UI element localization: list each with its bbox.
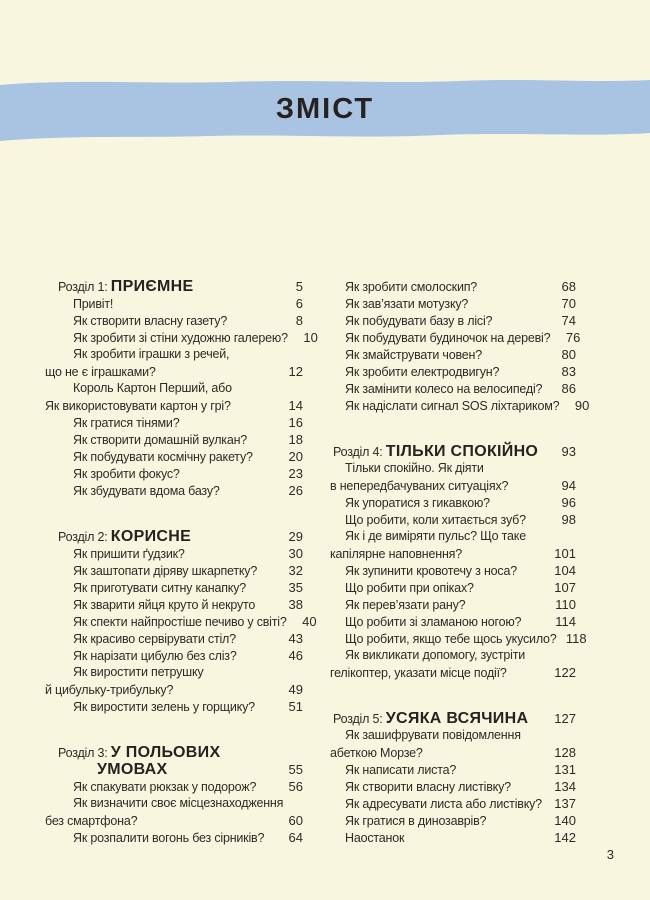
toc-entry-text: Як пришити ґудзик? — [73, 547, 185, 561]
toc-entry-page-number: 8 — [295, 313, 303, 328]
toc-entry-text: Як і де виміряти пульс? Що таке — [345, 529, 526, 543]
toc-entry-page-number: 23 — [288, 466, 303, 481]
toc-entry-row — [45, 295, 303, 312]
toc-entry-row — [45, 579, 303, 596]
toc-entry-text: й цибульку-трибульку? — [45, 683, 174, 697]
toc-entry-row — [45, 363, 303, 380]
toc-entry-text: Як зробити фокус? — [73, 467, 180, 481]
section-page-number: 127 — [554, 711, 576, 726]
section-header-text — [45, 744, 303, 762]
toc-entry-page-number: 137 — [554, 796, 576, 811]
toc-entry-page-number: 80 — [561, 347, 576, 362]
section-title: КОРИСНЕ — [110, 528, 192, 545]
toc-entry-row — [330, 664, 576, 681]
toc-entry-page-number: 20 — [288, 449, 303, 464]
toc-entry-text: Як заштопати діряву шкарпетку? — [73, 564, 258, 578]
section-number-label: Розділ 5: — [333, 712, 386, 726]
toc-entry-text: Як зварити яйця круто й некруто — [73, 598, 256, 612]
toc-entry-page-number: 64 — [288, 830, 303, 845]
toc-entry-page-number: 122 — [554, 665, 576, 680]
toc-entry-text: Як адресувати листа або листівку? — [345, 797, 542, 811]
toc-entry-page-number: 114 — [555, 614, 576, 629]
section-header-text — [45, 761, 273, 779]
toc-section — [330, 710, 576, 846]
toc-entry-page-number: 14 — [288, 398, 303, 413]
section-page-number: 55 — [288, 762, 303, 777]
toc-entry-row — [330, 346, 576, 363]
toc-entry-page-number: 38 — [288, 597, 303, 612]
section-title: ПРИЄМНЕ — [110, 278, 194, 295]
toc-entry-page-number: 32 — [288, 563, 303, 578]
toc-entry-page-number: 96 — [561, 495, 576, 510]
toc-entry-text: Як спакувати рюкзак у подорож? — [73, 780, 257, 794]
section-title: УМОВАХ — [97, 761, 168, 778]
section-number-label: Розділ 1: — [58, 280, 111, 294]
toc-entry-row — [45, 414, 303, 431]
toc-entry-text: Як викликати допомогу, зустріти — [345, 648, 526, 662]
toc-entry-text: Як красиво сервірувати стіл? — [73, 632, 236, 646]
toc-entry-text: Що робити зі зламаною ногою? — [345, 615, 522, 629]
toc-entry-text: Як створити власну газету? — [73, 314, 228, 328]
toc-column-right — [330, 278, 590, 846]
toc-entry-text: Як побудувати будиночок на дереві? — [345, 331, 551, 345]
toc-entry-page-number: 104 — [554, 563, 576, 578]
section-header-row — [45, 744, 303, 761]
toc-entry-page-number: 68 — [561, 279, 576, 294]
toc-entry-text: Як зробити смолоскип? — [345, 280, 478, 294]
toc-entry-text: що не є іграшками? — [45, 365, 156, 379]
toc-entry-page-number: 142 — [554, 830, 576, 845]
toc-entry-row — [45, 312, 303, 329]
toc-entry-row — [45, 812, 303, 829]
toc-entry-row — [45, 346, 303, 363]
toc-entry-row — [45, 664, 303, 681]
toc-entry-page-number: 35 — [288, 580, 303, 595]
toc-entry-row — [330, 363, 576, 380]
toc-entry-page-number: 26 — [288, 483, 303, 498]
toc-entry-text: Як розпалити вогонь без сірників? — [73, 831, 265, 845]
toc-entry-page-number: 118 — [565, 631, 587, 646]
toc-entry-text: Як зробити іграшки з речей, — [73, 347, 230, 361]
toc-entry-row — [45, 778, 303, 795]
toc-entry-row — [45, 596, 303, 613]
toc-entry-text: Як нарізати цибулю без сліз? — [73, 649, 237, 663]
toc-entry-row — [45, 613, 317, 630]
toc-entry-row — [45, 698, 303, 715]
toc-entry-text: капілярне наповнення? — [330, 547, 462, 561]
page-title: ЗМІСТ — [275, 93, 375, 125]
toc-entry-row — [330, 528, 576, 545]
toc-entry-page-number: 86 — [561, 381, 576, 396]
section-header-text — [45, 528, 273, 546]
toc-entry-row — [330, 397, 590, 414]
toc-entry-row — [330, 545, 576, 562]
toc-entry-row — [330, 477, 576, 494]
toc-entry-text: Як виростити петрушку — [73, 665, 204, 679]
section-title: ТІЛЬКИ СПОКІЙНО — [385, 443, 539, 460]
toc-entry-text: Як написати листа? — [345, 763, 457, 777]
toc-entry-text: Як використовувати картон у грі? — [45, 399, 231, 413]
section-number-label: Розділ 2: — [58, 530, 111, 544]
section-header-row — [45, 528, 303, 545]
toc-entry-row — [45, 562, 303, 579]
folio-page-number: 3 — [606, 847, 614, 862]
toc-entry-text: Як приготувати ситну канапку? — [73, 581, 247, 595]
toc-entry-row — [330, 630, 587, 647]
toc-entry-text: Тільки спокійно. Як діяти — [345, 461, 484, 475]
section-number-label: Розділ 4: — [333, 445, 386, 459]
toc-section — [330, 278, 590, 414]
toc-entry-row — [45, 465, 303, 482]
toc-entry-page-number: 60 — [288, 813, 303, 828]
toc-entry-page-number: 90 — [574, 398, 590, 413]
toc-entry-text: Як створити домашній вулкан? — [73, 433, 248, 447]
toc-entry-row — [45, 380, 303, 397]
toc-entry-page-number: 56 — [288, 779, 303, 794]
toc-entry-text: Як зробити зі стіни художню галерею? — [73, 331, 288, 345]
toc-entry-text: Як гратися тінями? — [73, 416, 180, 430]
toc-entry-row — [330, 613, 576, 630]
toc-entry-text: Як зашифрувати повідомлення — [345, 728, 521, 742]
toc-entry-page-number: 128 — [554, 745, 576, 760]
toc-entry-row — [330, 778, 576, 795]
toc-entry-page-number: 131 — [554, 762, 576, 777]
toc-entry-page-number: 43 — [288, 631, 303, 646]
toc-entry-page-number: 101 — [554, 546, 576, 561]
toc-entry-page-number: 83 — [561, 364, 576, 379]
toc-entry-text: абеткою Морзе? — [330, 746, 423, 760]
toc-entry-text: Як зробити електродвигун? — [345, 365, 500, 379]
toc-entry-row — [330, 312, 576, 329]
toc-entry-row — [45, 630, 303, 647]
toc-entry-row — [45, 795, 303, 812]
section-header-row — [45, 278, 303, 295]
toc-entry-row — [45, 431, 303, 448]
toc-entry-text: Як гратися в динозаврів? — [345, 814, 487, 828]
toc-entry-page-number: 140 — [554, 813, 576, 828]
section-number-label: Розділ 3: — [58, 746, 111, 760]
toc-entry-page-number: 134 — [554, 779, 576, 794]
toc-entry-row — [330, 647, 576, 664]
toc-entry-row — [330, 460, 576, 477]
toc-entry-row — [330, 380, 576, 397]
toc-entry-row — [330, 511, 576, 528]
toc-entry-page-number: 51 — [288, 699, 303, 714]
toc-entry-row — [330, 727, 576, 744]
toc-entry-page-number: 76 — [565, 330, 581, 345]
toc-entry-page-number: 18 — [288, 432, 303, 447]
toc-entry-text: Як перев’язати рану? — [345, 598, 466, 612]
section-page-number: 29 — [288, 529, 303, 544]
toc-entry-page-number: 16 — [288, 415, 303, 430]
section-header-row — [330, 443, 576, 460]
toc-entry-text: Як упоратися з гикавкою? — [345, 496, 490, 510]
toc-entry-row — [330, 562, 576, 579]
toc-entry-text: Як збудувати вдома базу? — [73, 484, 220, 498]
toc-entry-page-number: 12 — [288, 364, 303, 379]
toc-entry-row — [330, 278, 576, 295]
toc-entry-text: Як спекти найпростіше печиво у світі? — [73, 615, 287, 629]
toc-entry-row — [330, 829, 576, 846]
toc-entry-text: Як замінити колесо на велосипеді? — [345, 382, 543, 396]
section-header-text — [330, 443, 546, 461]
section-header-text — [45, 278, 273, 296]
toc-entry-text: Як створити власну листівку? — [345, 780, 511, 794]
toc-entry-row — [330, 295, 576, 312]
toc-entry-page-number: 6 — [295, 296, 303, 311]
section-page-number: 5 — [295, 279, 303, 294]
toc-entry-page-number: 40 — [302, 614, 317, 629]
toc-entry-row — [330, 579, 576, 596]
toc-entry-page-number: 98 — [561, 512, 576, 527]
toc-entry-text: гелікоптер, указати місце події? — [330, 666, 507, 680]
toc-entry-text: Як визначити своє місцезнаходження — [73, 796, 284, 810]
toc-entry-text: Король Картон Перший, або — [73, 381, 232, 395]
toc-entry-page-number: 110 — [555, 597, 576, 612]
toc-entry-text: Що робити при опіках? — [345, 581, 474, 595]
section-header-text — [330, 710, 546, 728]
toc-entry-row — [330, 761, 576, 778]
toc-entry-row — [330, 795, 576, 812]
toc-entry-text: Наостанок — [345, 831, 405, 845]
toc-entry-text: Як побудувати космічну ракету? — [73, 450, 253, 464]
toc-entry-text: Що робити, якщо тебе щось укусило? — [345, 632, 557, 646]
section-title: У ПОЛЬОВИХ — [110, 744, 221, 761]
toc-column-left — [45, 278, 318, 846]
toc-entry-text: Як надіслати сигнал SOS ліхтариком? — [345, 399, 560, 413]
toc-entry-row — [45, 448, 303, 465]
toc-entry-row — [330, 812, 576, 829]
toc-entry-page-number: 107 — [554, 580, 576, 595]
section-header-row — [45, 761, 303, 778]
toc-entry-row — [330, 744, 576, 761]
toc-entry-page-number: 74 — [561, 313, 576, 328]
toc-entry-row — [45, 647, 303, 664]
toc-entry-text: Що робити, коли хитається зуб? — [345, 513, 526, 527]
toc-entry-page-number: 70 — [561, 296, 576, 311]
toc-entry-row — [45, 329, 318, 346]
toc-entry-text: Як зупинити кровотечу з носа? — [345, 564, 517, 578]
toc-entry-text: Як зав’язати мотузку? — [345, 297, 469, 311]
toc-entry-row — [330, 596, 576, 613]
toc-entry-row — [45, 397, 303, 414]
toc-entry-row — [45, 482, 303, 499]
toc-section — [45, 528, 317, 715]
section-page-number: 93 — [561, 444, 576, 459]
section-header-row — [330, 710, 576, 727]
toc-section — [330, 443, 587, 681]
toc-entry-text: Як побудувати базу в лісі? — [345, 314, 493, 328]
toc-entry-row — [330, 329, 581, 346]
toc-section — [45, 744, 303, 846]
section-title: УСЯКА ВСЯЧИНА — [385, 710, 529, 727]
toc-entry-row — [45, 545, 303, 562]
toc-entry-text: в непередбачуваних ситуаціях? — [330, 479, 509, 493]
toc-entry-page-number: 10 — [303, 330, 318, 345]
toc-entry-text: Привіт! — [73, 297, 114, 311]
toc-entry-page-number: 46 — [288, 648, 303, 663]
toc-entry-text: без смартфона? — [45, 814, 138, 828]
toc-entry-text: Як виростити зелень у горщику? — [73, 700, 255, 714]
toc-entry-page-number: 94 — [561, 478, 576, 493]
toc-entry-page-number: 49 — [288, 682, 303, 697]
toc-entry-text: Як змайструвати човен? — [345, 348, 482, 362]
toc-entry-page-number: 30 — [288, 546, 303, 561]
toc-entry-row — [330, 494, 576, 511]
toc-section — [45, 278, 318, 499]
toc-entry-row — [45, 681, 303, 698]
toc-entry-row — [45, 829, 303, 846]
